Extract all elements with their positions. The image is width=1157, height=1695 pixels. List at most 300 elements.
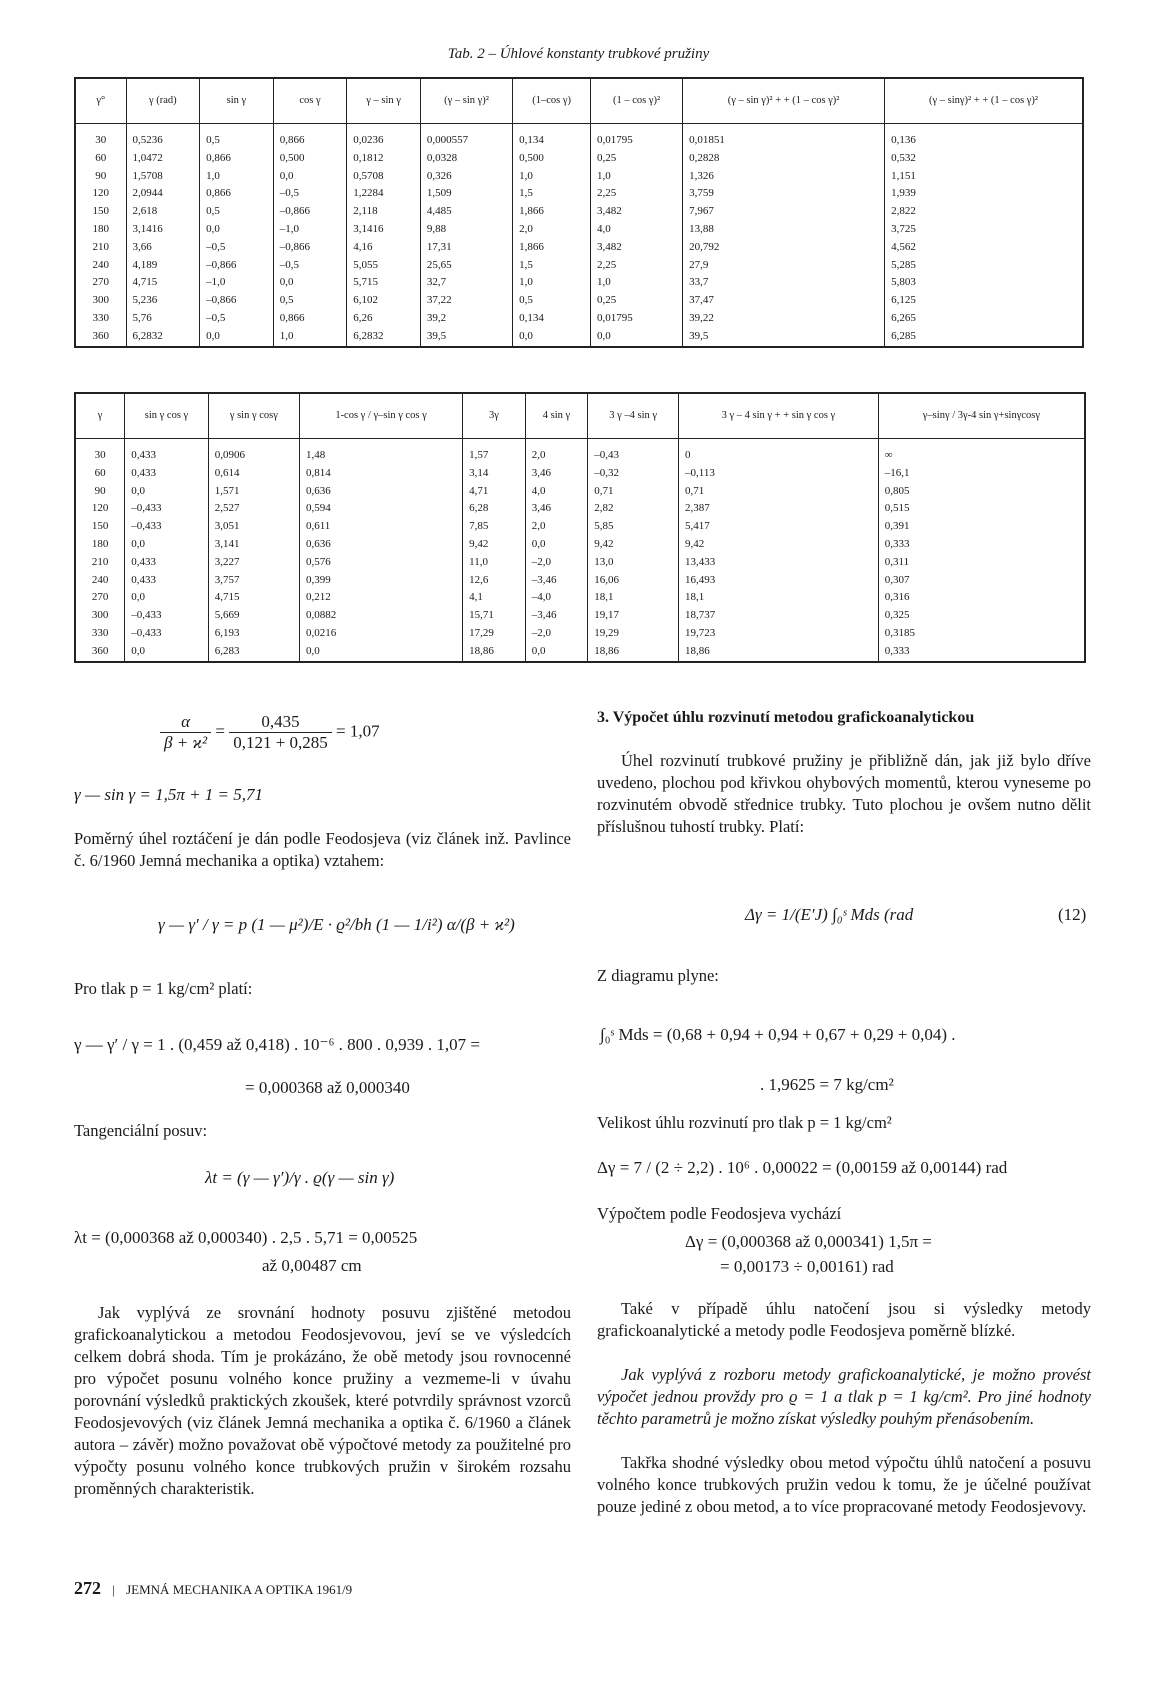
table-cell: 0,000557: [420, 124, 512, 150]
table-cell: 2,0: [513, 221, 591, 239]
fraction-numerator: 0,435: [229, 712, 332, 733]
table-row: [75, 168, 1083, 186]
table-cell: 0,1812: [347, 150, 421, 168]
table-cell: 0,433: [125, 465, 209, 483]
table-cell: 0,576: [299, 554, 462, 572]
table-cell: 4,562: [885, 239, 1083, 257]
table-cell: 2,0944: [126, 185, 200, 203]
table-cell: 15,71: [463, 607, 526, 625]
table-cell: 210: [92, 240, 110, 253]
table-row: [75, 536, 1085, 554]
table-cell: 1,5708: [126, 168, 200, 186]
table-cell: 0,134: [513, 124, 591, 150]
table-cell: 18,86: [463, 643, 526, 662]
table-cell: –0,866: [200, 257, 274, 275]
table-cell: 1,57: [463, 439, 526, 465]
table-cell: –0,5: [273, 185, 347, 203]
table-cell: 0,0: [591, 328, 683, 347]
table-cell: 4,1: [463, 589, 526, 607]
table-cell: 2,25: [591, 185, 683, 203]
table-cell: 9,42: [463, 536, 526, 554]
table-cell: 2,0: [525, 518, 588, 536]
table-row: [75, 483, 1085, 501]
table-cell: 0,325: [878, 607, 1085, 625]
table-cell: 1,0472: [126, 150, 200, 168]
table-cell: –3,46: [525, 572, 588, 590]
table-cell: 1,866: [513, 203, 591, 221]
column-header: γ sin γ cosγ: [208, 393, 299, 439]
equation-integral: ∫₀ˢ Mds = (0,68 + 0,94 + 0,94 + 0,67 + 0,29 + 0,04) .: [600, 1025, 956, 1044]
table-cell: 0,71: [679, 483, 879, 501]
table-cell: 0,805: [878, 483, 1085, 501]
table-cell: 120: [91, 502, 109, 515]
table-cell: 3,141: [208, 536, 299, 554]
paragraph: Pro tlak p = 1 kg/cm² platí:: [74, 979, 253, 998]
column-header: (γ – sin γ)² + + (1 – cos γ)²: [683, 78, 885, 124]
table-cell: 37,22: [420, 292, 512, 310]
table-cell: 0,5708: [347, 168, 421, 186]
equation-number: (12): [1058, 905, 1087, 924]
table-cell: 3,46: [525, 465, 588, 483]
table-cell: 0,311: [878, 554, 1085, 572]
table-cell: 0,866: [273, 124, 347, 150]
column-header: 4 sin γ: [525, 393, 588, 439]
table-cell: 0,316: [878, 589, 1085, 607]
table-cell: 6,265: [885, 310, 1083, 328]
equation-twist-value: Δγ = 7 / (2 ÷ 2,2) . 10⁶ . 0,00022 = (0,00159 až 0,00144) rad: [597, 1158, 1008, 1177]
table-cell: 1,571: [208, 483, 299, 501]
table-cell: 300: [92, 294, 110, 307]
table-cell: 3,14: [463, 465, 526, 483]
table-cell: –0,866: [273, 239, 347, 257]
equation-result: = 1,07: [336, 721, 380, 741]
table-cell: 3,757: [208, 572, 299, 590]
fraction-numerator: α: [160, 712, 211, 733]
derived-constants-table: [74, 392, 1086, 663]
column-header: sin γ cos γ: [125, 393, 209, 439]
column-header: 3 γ – 4 sin γ + + sin γ cos γ: [679, 393, 879, 439]
table-cell: 2,618: [126, 203, 200, 221]
table-cell: 16,493: [679, 572, 879, 590]
table-cell: 18,86: [679, 643, 879, 662]
table-cell: 2,387: [679, 500, 879, 518]
table-cell: 3,66: [126, 239, 200, 257]
table-cell: 0,01795: [591, 310, 683, 328]
column-header: 1-cos γ / γ–sin γ cos γ: [299, 393, 462, 439]
table-cell: 6,285: [885, 328, 1083, 347]
page-footer: 272 | JEMNÁ MECHANIKA A OPTIKA 1961/9: [74, 1578, 353, 1598]
table-cell: 0,01851: [683, 124, 885, 150]
table-cell: 60: [95, 151, 107, 164]
paragraph: Z diagramu plyne:: [597, 966, 719, 985]
paragraph: Jak vyplývá ze srovnání hodnoty posuvu zjištěné metodou grafickoanalytickou a metodou Feodosjevovou, jeví se ve výsledcích celkem dobrá shoda. Tím je prokázáno, že obě metody jsou rovnocenné pro výpočet posunu volného konce pružiny a vezmeme-li v úvahu porovnání výsledků praktických zkoušek, které potvrdily správnost vzorců Feodosjevových (viz článek Jemná mechanika a optika č. 6/1960 a článek autora – závěr) možno považovat obě výpočtové metody za použitelné pro výpočty posunu volného konce trubkových pružin v širokém rozsahu proměnných charakteristik.: [74, 1303, 571, 1498]
table-cell: 0,866: [200, 185, 274, 203]
table-cell: 0,0328: [420, 150, 512, 168]
table-cell: 1,0: [200, 168, 274, 186]
paragraph: Úhel rozvinutí trubkové pružiny je přibližně dán, jak již bylo dříve uvedeno, plochou pod křivkou ohybových momentů, kterou vyneseme po rozvinutém obvodě střednice trubky. Tuto plochou je ovšem nutno dělit příslušnou tuhostí trubky. Platí:: [597, 751, 1091, 836]
table-cell: 1,0: [591, 168, 683, 186]
table-cell: 4,189: [126, 257, 200, 275]
table-cell: 39,5: [683, 328, 885, 347]
table-row: [75, 518, 1085, 536]
table-cell: 6,28: [463, 500, 526, 518]
table-cell: –0,866: [200, 292, 274, 310]
table-cell: 33,7: [683, 274, 885, 292]
table-cell: 25,65: [420, 257, 512, 275]
table-cell: 360: [91, 644, 109, 657]
table-cell: 0,0: [273, 168, 347, 186]
table-cell: –0,433: [125, 500, 209, 518]
table-cell: 18,86: [588, 643, 679, 662]
table-cell: 3,1416: [347, 221, 421, 239]
equation-feodosjev-twist-2: = 0,00173 ÷ 0,00161) rad: [720, 1257, 894, 1276]
table-cell: 0,307: [878, 572, 1085, 590]
table-cell: 0,866: [273, 310, 347, 328]
table-row: [75, 292, 1083, 310]
table-cell: 3,1416: [126, 221, 200, 239]
table-cell: 270: [92, 276, 110, 289]
table-cell: 0,594: [299, 500, 462, 518]
table-cell: –0,43: [588, 439, 679, 465]
table-cell: 120: [92, 187, 110, 200]
table-cell: 270: [91, 591, 109, 604]
table-cell: 6,193: [208, 625, 299, 643]
table-row: [75, 607, 1085, 625]
table-row: [75, 465, 1085, 483]
table-cell: 0,0: [125, 643, 209, 662]
fraction-denominator: 0,121 + 0,285: [233, 733, 328, 752]
equation-relative-angle: γ — γ′ / γ = 1 . (0,459 až 0,418) . 10⁻⁶ . 800 . 0,939 . 1,07 =: [74, 1035, 480, 1054]
table-cell: 0,0: [273, 274, 347, 292]
table-cell: 0,611: [299, 518, 462, 536]
table-cell: 7,85: [463, 518, 526, 536]
table-cell: 0,01795: [591, 124, 683, 150]
table-cell: –4,0: [525, 589, 588, 607]
table-cell: 0,391: [878, 518, 1085, 536]
table-row: [75, 274, 1083, 292]
table-row: [75, 124, 1083, 150]
column-header: cos γ: [273, 78, 347, 124]
table-cell: 1,0: [591, 274, 683, 292]
table-cell: 0,814: [299, 465, 462, 483]
table-cell: 0,433: [125, 572, 209, 590]
table-row: [75, 554, 1085, 572]
table-cell: 5,236: [126, 292, 200, 310]
table-cell: 240: [92, 258, 110, 271]
table-cell: 20,792: [683, 239, 885, 257]
table-cell: 1,5: [513, 185, 591, 203]
table-cell: –1,0: [273, 221, 347, 239]
table-cell: 0,0: [200, 221, 274, 239]
table-cell: 13,0: [588, 554, 679, 572]
paragraph-italic: Jak vyplývá z rozboru metody grafickoanalytické, je možno provést výpočet jednou provždy pro ϱ = 1 a tlak p = 1 kg/cm². Pro jiné hodnoty těchto parametrů je možno získat výsledky pouhým přenásobením.: [597, 1365, 1091, 1428]
table-cell: 0,0906: [208, 439, 299, 465]
table-cell: 0,2828: [683, 150, 885, 168]
table-cell: 19,723: [679, 625, 879, 643]
table-cell: –1,0: [200, 274, 274, 292]
table-cell: 6,2832: [347, 328, 421, 347]
table-cell: 39,22: [683, 310, 885, 328]
table-cell: 0,0: [525, 536, 588, 554]
column-header: sin γ: [200, 78, 274, 124]
table-cell: 6,283: [208, 643, 299, 662]
table-cell: 1,0: [513, 274, 591, 292]
table-cell: 0,333: [878, 536, 1085, 554]
table-cell: 0,500: [513, 150, 591, 168]
table-cell: –0,433: [125, 518, 209, 536]
table-row: [75, 589, 1085, 607]
table-cell: –0,5: [273, 257, 347, 275]
table-cell: –0,866: [273, 203, 347, 221]
table-cell: 3,227: [208, 554, 299, 572]
table-cell: 9,42: [588, 536, 679, 554]
table-row: [75, 150, 1083, 168]
table-cell: 39,5: [420, 328, 512, 347]
table-cell: 0,326: [420, 168, 512, 186]
table-cell: 330: [92, 311, 110, 324]
table-cell: 150: [92, 205, 110, 218]
paragraph: Tangenciální posuv:: [74, 1121, 208, 1140]
table-cell: 0,0: [513, 328, 591, 347]
table-cell: 1,939: [885, 185, 1083, 203]
table-row: [75, 500, 1085, 518]
table-cell: 4,16: [347, 239, 421, 257]
table-cell: 0: [679, 439, 879, 465]
page-number: 272: [74, 1578, 101, 1598]
column-header: γ (rad): [126, 78, 200, 124]
table-cell: 5,76: [126, 310, 200, 328]
paragraph: Velikost úhlu rozvinutí pro tlak p = 1 kg/cm²: [597, 1113, 892, 1132]
table-cell: –0,433: [125, 625, 209, 643]
column-header: (1–cos γ): [513, 78, 591, 124]
table-cell: 1,151: [885, 168, 1083, 186]
column-header: (γ – sin γ)²: [420, 78, 512, 124]
table-cell: 3,46: [525, 500, 588, 518]
table-cell: 240: [91, 573, 109, 586]
table-cell: 1,326: [683, 168, 885, 186]
table-cell: 3,051: [208, 518, 299, 536]
table-cell: ∞: [878, 439, 1085, 465]
table-cell: 0,433: [125, 439, 209, 465]
table-row: [75, 310, 1083, 328]
column-header: γ – sin γ: [347, 78, 421, 124]
table-cell: 90: [95, 169, 107, 182]
table-cell: 0,5236: [126, 124, 200, 150]
table-cell: 9,88: [420, 221, 512, 239]
table-cell: 3,725: [885, 221, 1083, 239]
table-cell: 6,2832: [126, 328, 200, 347]
table-cell: 18,1: [588, 589, 679, 607]
table-cell: 360: [92, 329, 110, 342]
table-cell: 1,866: [513, 239, 591, 257]
equation-feodosjev-twist: Δγ = (0,000368 až 0,000341) 1,5π =: [685, 1232, 932, 1251]
table-cell: 0,0: [200, 328, 274, 347]
table-cell: –0,5: [200, 310, 274, 328]
table-cell: 5,803: [885, 274, 1083, 292]
fraction-denominator: β + ϰ²: [164, 733, 208, 752]
equation-twist-angle: Δγ = 1/(E′J) ∫₀ˢ Mds (rad: [745, 905, 914, 924]
table-cell: 60: [94, 466, 106, 479]
table-cell: 5,417: [679, 518, 879, 536]
table-cell: 0,0236: [347, 124, 421, 150]
column-header: (γ – sinγ)² + + (1 – cos γ)²: [885, 78, 1083, 124]
table-cell: 19,29: [588, 625, 679, 643]
table-cell: 17,31: [420, 239, 512, 257]
equation-gamma-sin: γ — sin γ = 1,5π + 1 = 5,71: [74, 785, 264, 804]
table-cell: 0,25: [591, 150, 683, 168]
table-cell: 0,3185: [878, 625, 1085, 643]
table-cell: 1,509: [420, 185, 512, 203]
table-cell: 0,212: [299, 589, 462, 607]
table-cell: 1,5: [513, 257, 591, 275]
table-cell: 5,055: [347, 257, 421, 275]
table-cell: 6,102: [347, 292, 421, 310]
table-cell: 37,47: [683, 292, 885, 310]
table-cell: 5,85: [588, 518, 679, 536]
table-cell: 17,29: [463, 625, 526, 643]
table-cell: –0,433: [125, 607, 209, 625]
table-cell: –0,113: [679, 465, 879, 483]
angle-constants-table: [74, 77, 1084, 348]
table-cell: 90: [94, 484, 106, 497]
table-cell: 1,0: [513, 168, 591, 186]
table-cell: 5,669: [208, 607, 299, 625]
table-cell: 0,866: [200, 150, 274, 168]
table-cell: 330: [91, 626, 109, 639]
column-header: (1 – cos γ)²: [591, 78, 683, 124]
table-row: [75, 239, 1083, 257]
table-cell: 0,5: [200, 203, 274, 221]
table-cell: 300: [91, 609, 109, 622]
table-cell: 0,136: [885, 124, 1083, 150]
table-cell: 0,0: [125, 483, 209, 501]
table-cell: –2,0: [525, 625, 588, 643]
table-cell: –2,0: [525, 554, 588, 572]
table-caption: Tab. 2 – Úhlové konstanty trubkové pružiny: [447, 46, 710, 62]
table-cell: 150: [91, 520, 109, 533]
journal-name: JEMNÁ MECHANIKA A OPTIKA 1961/9: [126, 1582, 353, 1597]
table-cell: 0,0882: [299, 607, 462, 625]
table-cell: 27,9: [683, 257, 885, 275]
table-cell: 2,118: [347, 203, 421, 221]
table-row: [75, 185, 1083, 203]
table-cell: 2,0: [525, 439, 588, 465]
paragraph: Také v případě úhlu natočení jsou si výsledky metody grafickoanalytické a metody podle Feodosjeva poměrně blízké.: [597, 1299, 1091, 1340]
table-cell: 1,2284: [347, 185, 421, 203]
table-cell: 210: [91, 555, 109, 568]
table-cell: 39,2: [420, 310, 512, 328]
column-header: γ: [75, 393, 125, 439]
paragraph: Výpočtem podle Feodosjeva vychází: [597, 1204, 842, 1223]
table-cell: 13,433: [679, 554, 879, 572]
table-cell: 2,82: [588, 500, 679, 518]
equation-tangential: λt = (γ — γ′)/γ . ϱ(γ — sin γ): [205, 1168, 395, 1187]
table-cell: 0,0: [299, 643, 462, 662]
table-cell: 0,636: [299, 483, 462, 501]
column-header: γ°: [75, 78, 126, 124]
table-cell: 0,433: [125, 554, 209, 572]
table-cell: –3,46: [525, 607, 588, 625]
table-cell: 2,527: [208, 500, 299, 518]
table-cell: 16,06: [588, 572, 679, 590]
table-cell: 3,759: [683, 185, 885, 203]
table-cell: 19,17: [588, 607, 679, 625]
table-cell: 0,515: [878, 500, 1085, 518]
table-cell: 2,822: [885, 203, 1083, 221]
table-cell: 0,0: [125, 589, 209, 607]
table-cell: 2,25: [591, 257, 683, 275]
equation-feodosjev: γ — γ′ / γ = p (1 — μ²)/E · ϱ²/bh (1 — 1/i²) α/(β + ϰ²): [158, 915, 515, 934]
table-cell: 0,333: [878, 643, 1085, 662]
table-cell: 5,285: [885, 257, 1083, 275]
table-cell: 180: [91, 537, 109, 550]
table-cell: –0,32: [588, 465, 679, 483]
table-cell: 3,482: [591, 239, 683, 257]
section-heading: 3. Výpočet úhlu rozvinutí metodou grafickoanalytickou: [597, 709, 975, 726]
table-header-row: [75, 78, 1083, 124]
table-cell: 0,636: [299, 536, 462, 554]
table-cell: 18,1: [679, 589, 879, 607]
table-row: [75, 572, 1085, 590]
table-cell: 9,42: [679, 536, 879, 554]
table-row: [75, 257, 1083, 275]
table-cell: 1,0: [273, 328, 347, 347]
column-header: 3γ: [463, 393, 526, 439]
table-row: [75, 328, 1083, 347]
column-header: γ–sinγ / 3γ-4 sin γ+sinγcosγ: [878, 393, 1085, 439]
table-cell: 13,88: [683, 221, 885, 239]
table-cell: 4,485: [420, 203, 512, 221]
table-cell: 4,0: [525, 483, 588, 501]
table-header-row: [75, 393, 1085, 439]
table-cell: 0,5: [273, 292, 347, 310]
column-header: 3 γ –4 sin γ: [588, 393, 679, 439]
table-row: [75, 221, 1083, 239]
table-row: [75, 439, 1085, 465]
table-cell: 18,737: [679, 607, 879, 625]
table-cell: 30: [95, 134, 107, 146]
table-cell: 6,26: [347, 310, 421, 328]
table-cell: 0,0: [525, 643, 588, 662]
table-row: [75, 625, 1085, 643]
equation-tangential-value: λt = (0,000368 až 0,000340) . 2,5 . 5,71 = 0,00525: [74, 1228, 418, 1247]
equation-relative-angle-result: = 0,000368 až 0,000340: [245, 1078, 410, 1097]
table-cell: 12,6: [463, 572, 526, 590]
table-cell: 0,500: [273, 150, 347, 168]
table-cell: 3,482: [591, 203, 683, 221]
table-cell: –16,1: [878, 465, 1085, 483]
table-cell: 0,614: [208, 465, 299, 483]
table-cell: 0,5: [200, 124, 274, 150]
paragraph: Poměrný úhel roztáčení je dán podle Feodosjeva (viz článek inž. Pavlince č. 6/1960 Jemná mechanika a optika) vztahem:: [74, 829, 571, 870]
table-cell: 4,715: [208, 589, 299, 607]
table-cell: 0,0: [125, 536, 209, 554]
table-cell: 0,0216: [299, 625, 462, 643]
table-cell: 6,125: [885, 292, 1083, 310]
table-cell: 0,71: [588, 483, 679, 501]
table-cell: 4,0: [591, 221, 683, 239]
table-cell: 30: [94, 449, 106, 461]
paragraph: Takřka shodné výsledky obou metod výpočtu úhlů natočení a posuvu volného konce trubkových pružin vedou k tomu, že je účelné používat pouze jediné z obou metod, a to více propracované metody Feodosjevovy.: [597, 1453, 1091, 1516]
table-cell: 32,7: [420, 274, 512, 292]
equation-alpha-ratio: $\frac{\alpha}{\text{β + ϰ²}}$ = $\frac{0,435}{0,121 + 0,285}$ = 1,07: [160, 712, 380, 753]
equation-tangential-value-2: až 0,00487 cm: [262, 1256, 362, 1275]
table-row: [75, 643, 1085, 662]
table-cell: 4,715: [126, 274, 200, 292]
table-cell: 0,399: [299, 572, 462, 590]
table-cell: 11,0: [463, 554, 526, 572]
table-cell: 7,967: [683, 203, 885, 221]
